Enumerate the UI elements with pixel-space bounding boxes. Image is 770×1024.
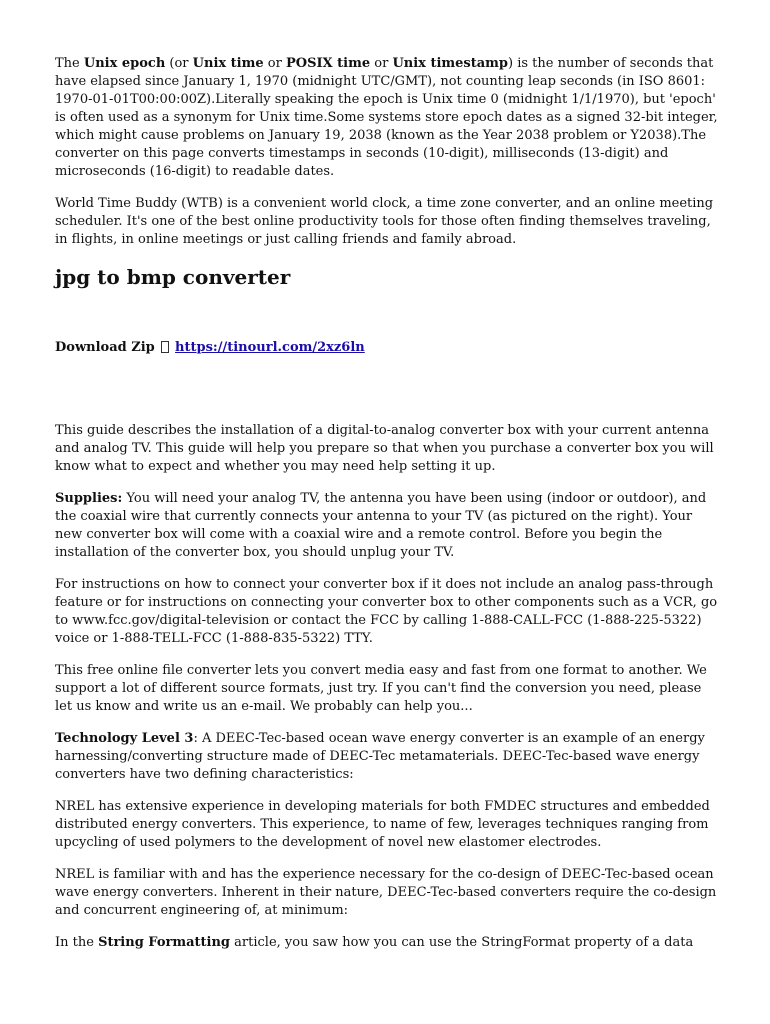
- text: The: [55, 56, 84, 71]
- nrel-experience-paragraph: NREL has extensive experience in developing materials for both FMDEC structures and embedded distributed energy converters. This experience, to name of few, leverages techniques ranging from upcycling of used polymers to the development of novel new elastomer electrodes.: [55, 799, 710, 850]
- converter-box-guide-paragraph: This guide describes the installation of a digital-to-analog converter box with your current antenna and analog TV. This guide will help you prepare so that when you purchase a converter box you will know what to expect and whether you may need help setting it up.: [55, 423, 714, 474]
- instructions-paragraph: For instructions on how to connect your converter box if it does not include an analog pass-through feature or for instructions on connecting your converter box to other components such as a VCR, go to www.fcc.gov/digital-television or contact the FCC by calling 1-888-CALL-FCC (1-888-225-5322) voice or 1-888-TELL-FCC (1-888-835-5322) TTY.: [55, 577, 718, 646]
- supplies-paragraph: [55, 490, 720, 562]
- text: article, you saw how you can use the StringFormat property of a data: [230, 935, 694, 950]
- bold-term: Technology Level 3: [55, 731, 194, 746]
- nrel-codesign-paragraph: NREL is familiar with and has the experience necessary for the co-design of DEEC-Tec-based ocean wave energy converters. Inherent in their nature, DEEC-Tec-based converters require the co-design and concurrent engineering of, at minimum:: [55, 867, 717, 918]
- bold-term: Unix timestamp: [392, 56, 509, 71]
- bold-term: Supplies:: [55, 491, 123, 506]
- bold-term: String Formatting: [98, 935, 231, 950]
- text: (or: [165, 56, 193, 71]
- text: or: [263, 56, 286, 71]
- text: or: [370, 56, 393, 71]
- bold-term: Unix time: [192, 56, 264, 71]
- text: ) is the number of seconds that have elapsed since January 1, 1970 (midnight UTC/GMT), not counting leap seconds (in ISO 8601: 1970-01-01T00:00:00Z).Literally speaking the epoch is Unix time 0 (midnight 1/1/1970), but 'epoch' is often used as a synonym for Unix time.Some systems store epoch dates as a signed 32-bit integer, which might cause problems on January 19, 2038 (known as the Year 2038 problem or Y2038).The converter on this page converts timestamps in seconds (10-digit), milliseconds (13-digit) and microseconds (16-digit) to readable dates.: [55, 56, 718, 179]
- bold-term: Unix epoch: [83, 56, 166, 71]
- text: : A DEEC-Tec-based ocean wave energy converter is an example of an energy harnessing/converting structure made of DEEC-Tec metamaterials. DEEC-Tec-based wave energy converters have two defining characteristics:: [55, 731, 705, 782]
- download-link[interactable]: https://tinourl.com/2xz6ln: [175, 340, 365, 355]
- world-time-buddy-paragraph: World Time Buddy (WTB) is a convenient world clock, a time zone converter, and an online meeting scheduler. It's one of the best online productivity tools for those often finding themselves traveling, in flights, in online meetings or just calling friends and family abroad.: [55, 196, 714, 247]
- text: You will need your analog TV, the antenna you have been using (indoor or outdoor), and the coaxial wire that currently connects your antenna to your TV (as pictured on the right). Your new converter box will come with a coaxial wire and a remote control. Before you begin the installation of the converter box, you should unplug your TV.: [55, 491, 707, 560]
- download-label: Download Zip: [55, 340, 155, 355]
- technology-level-paragraph: [55, 730, 720, 784]
- bold-term: POSIX time: [285, 56, 371, 71]
- page-heading: jpg to bmp converter: [55, 265, 291, 289]
- file-converter-paragraph: This free online file converter lets you convert media easy and fast from one format to another. We support a lot of different source formats, just try. If you can't find the conversion you need, please let us know and write us an e-mail. We probably can help you...: [55, 663, 707, 714]
- unix-epoch-paragraph: [55, 55, 720, 181]
- download-line: [55, 339, 720, 357]
- string-formatting-paragraph: [55, 934, 720, 952]
- arrow-glyph-icon: [161, 341, 169, 353]
- text: In the: [55, 935, 99, 950]
